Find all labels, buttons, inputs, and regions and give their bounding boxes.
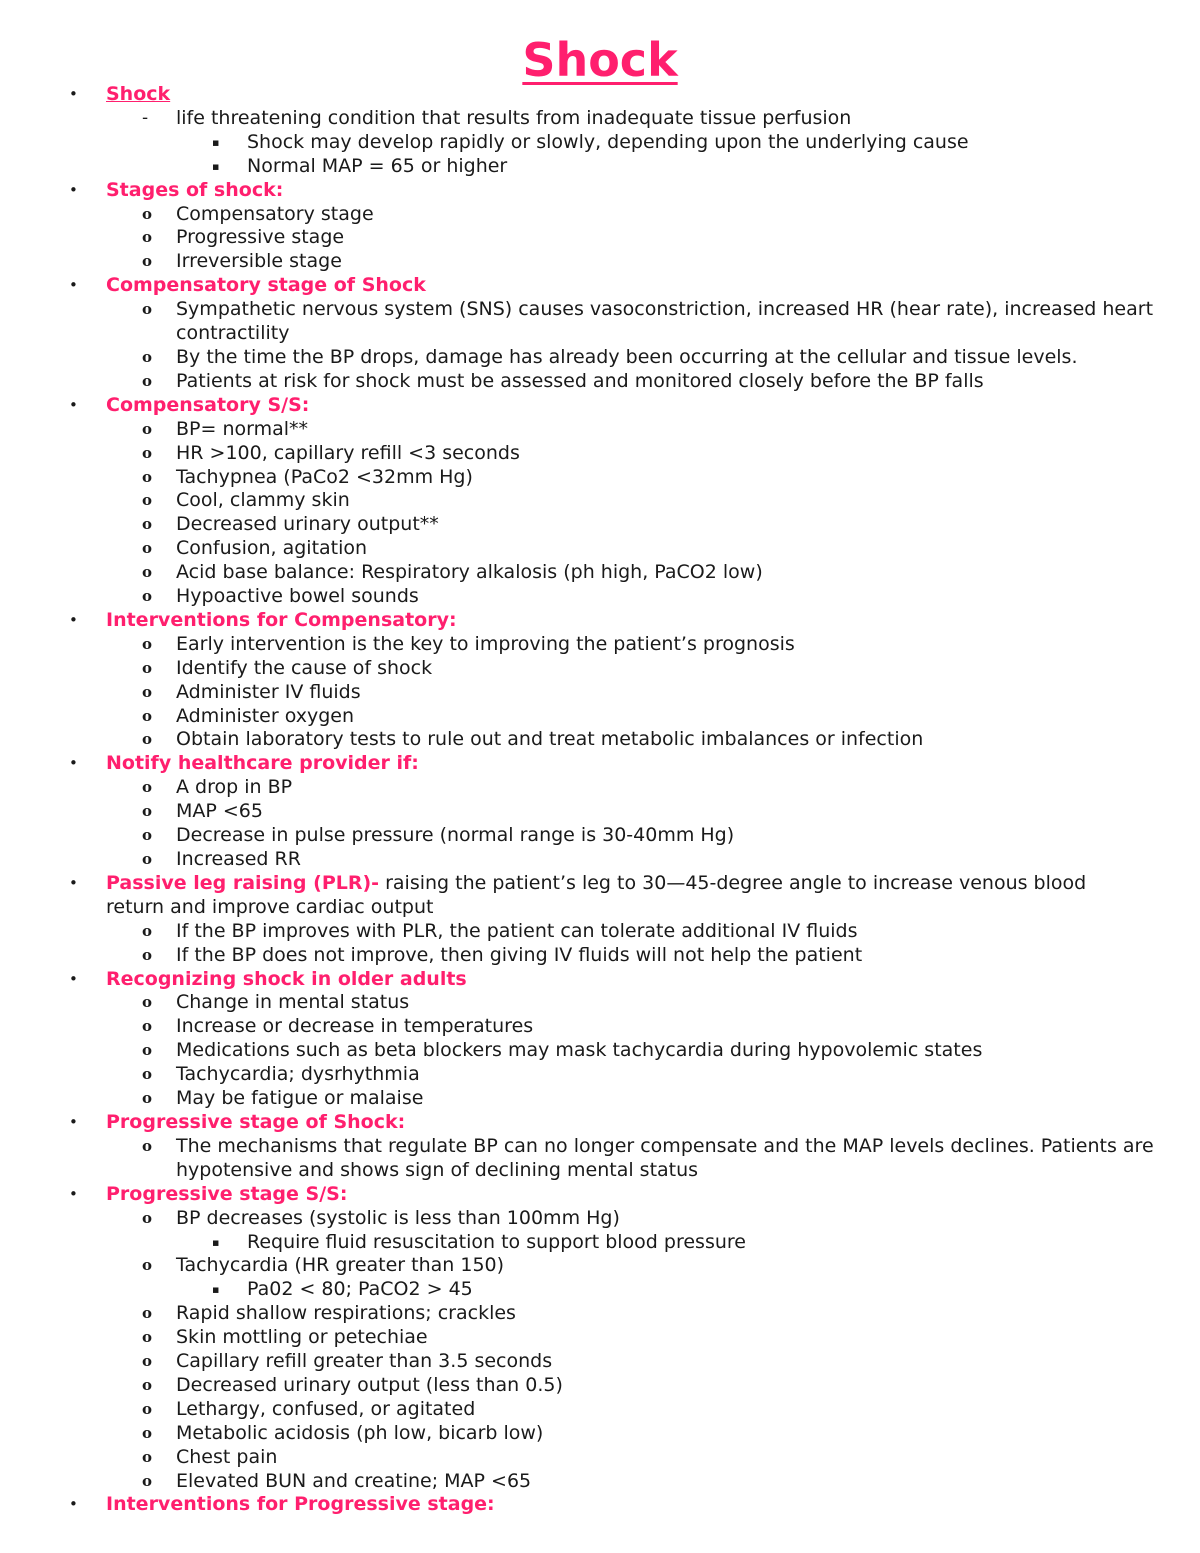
list-item-text: Administer IV fluids bbox=[176, 680, 361, 703]
list-item bbox=[0, 1278, 1200, 1302]
list-item bbox=[0, 776, 1200, 800]
bullet-shock bbox=[0, 83, 1200, 107]
circle-marker: o bbox=[142, 1352, 153, 1371]
list-item bbox=[0, 513, 1200, 537]
list-item-text: The mechanisms that regulate BP can no longer compensate and the MAP levels declines. Patients are hypotensive and shows sign of declining mental status bbox=[176, 1134, 1154, 1181]
list-item-text: BP= normal** bbox=[176, 417, 309, 440]
list-item bbox=[0, 466, 1200, 490]
bullet-interventions-compensatory bbox=[0, 609, 1200, 633]
circle-marker: o bbox=[142, 658, 153, 677]
circle-marker: o bbox=[142, 587, 153, 606]
circle-marker: o bbox=[142, 945, 153, 964]
bullet-marker: • bbox=[69, 754, 78, 773]
circle-marker: o bbox=[142, 1065, 153, 1084]
section-heading: Passive leg raising (PLR)- bbox=[106, 871, 380, 894]
list-item bbox=[0, 824, 1200, 848]
section-heading: Notify healthcare provider if: bbox=[106, 752, 419, 775]
list-item bbox=[0, 1350, 1200, 1374]
section-heading: Shock bbox=[106, 83, 171, 105]
list-item bbox=[0, 1446, 1200, 1470]
list-item bbox=[0, 657, 1200, 681]
bullet-notify-provider bbox=[0, 752, 1200, 776]
list-item-text: Sympathetic nervous system (SNS) causes vasoconstriction, increased HR (hear rate), increased heart contractility bbox=[176, 298, 1154, 345]
section-heading: Progressive stage S/S: bbox=[106, 1182, 348, 1205]
bullet-progressive-ss bbox=[0, 1183, 1200, 1207]
circle-marker: o bbox=[142, 1089, 153, 1108]
bullet-marker: • bbox=[69, 1112, 78, 1131]
list-item-text: Hypoactive bowel sounds bbox=[176, 585, 419, 608]
circle-marker: o bbox=[142, 491, 153, 510]
list-item bbox=[0, 1398, 1200, 1422]
list-item bbox=[0, 848, 1200, 872]
bullet-stages-of-shock bbox=[0, 179, 1200, 203]
page-title: Shock bbox=[522, 33, 678, 87]
section-heading: Progressive stage of Shock: bbox=[106, 1110, 406, 1133]
circle-marker: o bbox=[142, 634, 153, 653]
square-marker: ▪ bbox=[212, 159, 220, 173]
dash-marker: - bbox=[142, 107, 149, 128]
list-item bbox=[0, 728, 1200, 752]
list-item bbox=[0, 1374, 1200, 1398]
list-item bbox=[0, 537, 1200, 561]
list-item-text: Decreased urinary output (less than 0.5) bbox=[176, 1373, 563, 1396]
list-item bbox=[0, 226, 1200, 250]
list-item bbox=[0, 131, 1200, 155]
list-item bbox=[0, 1063, 1200, 1087]
list-item-text: Irreversible stage bbox=[176, 250, 342, 273]
list-item bbox=[0, 1087, 1200, 1111]
square-marker: ▪ bbox=[212, 1283, 220, 1297]
list-item bbox=[0, 920, 1200, 944]
list-item-text: Change in mental status bbox=[176, 991, 410, 1014]
circle-marker: o bbox=[142, 682, 153, 701]
list-item bbox=[0, 705, 1200, 729]
list-item bbox=[0, 250, 1200, 274]
list-item bbox=[0, 489, 1200, 513]
list-item bbox=[0, 1326, 1200, 1350]
list-item-text: Elevated BUN and creatine; MAP <65 bbox=[176, 1469, 532, 1492]
bullet-marker: • bbox=[69, 85, 78, 103]
bullet-older-adults bbox=[0, 968, 1200, 992]
list-item bbox=[0, 800, 1200, 824]
list-item bbox=[0, 346, 1200, 370]
circle-marker: o bbox=[142, 778, 153, 797]
list-item bbox=[0, 442, 1200, 466]
list-item bbox=[0, 370, 1200, 394]
list-item-text: Chest pain bbox=[176, 1445, 278, 1468]
list-item-text: Cool, clammy skin bbox=[176, 489, 350, 512]
circle-marker: o bbox=[142, 1399, 153, 1418]
bullet-compensatory-stage bbox=[0, 274, 1200, 298]
bullet-marker: • bbox=[69, 1184, 78, 1203]
bullet-compensatory-ss bbox=[0, 394, 1200, 418]
list-item bbox=[0, 1015, 1200, 1039]
section-heading: Interventions for Compensatory: bbox=[106, 608, 457, 631]
bullet-marker: • bbox=[69, 610, 78, 629]
bullet-interventions-progressive bbox=[0, 1493, 1200, 1517]
circle-marker: o bbox=[142, 1304, 153, 1323]
list-item-text: Decrease in pulse pressure (normal range is 30-40mm Hg) bbox=[176, 824, 735, 847]
list-item-text: Administer oxygen bbox=[176, 704, 355, 727]
circle-marker: o bbox=[142, 993, 153, 1012]
circle-marker: o bbox=[142, 1041, 153, 1060]
list-item bbox=[0, 155, 1200, 179]
list-item-text: Skin mottling or petechiae bbox=[176, 1326, 428, 1349]
list-item-text: Lethargy, confused, or agitated bbox=[176, 1397, 476, 1420]
circle-marker: o bbox=[142, 419, 153, 438]
circle-marker: o bbox=[142, 1328, 153, 1347]
circle-marker: o bbox=[142, 850, 153, 868]
circle-marker: o bbox=[142, 1471, 153, 1490]
circle-marker: o bbox=[142, 443, 153, 462]
circle-marker: o bbox=[142, 1136, 153, 1155]
list-item-text: Confusion, agitation bbox=[176, 537, 368, 560]
list-item bbox=[0, 298, 1156, 346]
list-item-text: Medications such as beta blockers may mask tachycardia during hypovolemic states bbox=[176, 1039, 983, 1062]
list-item-text: May be fatigue or malaise bbox=[176, 1087, 424, 1110]
list-item bbox=[0, 203, 1200, 227]
circle-marker: o bbox=[142, 252, 153, 271]
bullet-marker: • bbox=[69, 1495, 78, 1514]
list-item-text: HR >100, capillary refill <3 seconds bbox=[176, 441, 520, 464]
list-item-text: Require fluid resuscitation to support blood pressure bbox=[247, 1230, 746, 1253]
list-item-text: Progressive stage bbox=[176, 226, 345, 249]
list-item-text: Metabolic acidosis (ph low, bicarb low) bbox=[176, 1421, 544, 1444]
list-item-text: Early intervention is the key to improving the patient’s prognosis bbox=[176, 632, 795, 655]
list-item bbox=[0, 633, 1200, 657]
list-item bbox=[0, 1231, 1200, 1255]
circle-marker: o bbox=[142, 347, 153, 366]
bullet-marker: • bbox=[69, 969, 78, 988]
circle-marker: o bbox=[142, 539, 153, 558]
list-item-text: Rapid shallow respirations; crackles bbox=[176, 1302, 516, 1325]
list-item-text: life threatening condition that results from inadequate tissue perfusion bbox=[176, 106, 852, 129]
bullet-marker: • bbox=[69, 276, 78, 295]
list-item bbox=[0, 1039, 1200, 1063]
list-item-text: Obtain laboratory tests to rule out and treat metabolic imbalances or infection bbox=[176, 728, 924, 751]
section-heading: Recognizing shock in older adults bbox=[106, 967, 467, 990]
list-item-text: BP decreases (systolic is less than 100mm Hg) bbox=[176, 1206, 620, 1229]
list-item-text: A drop in BP bbox=[176, 776, 293, 799]
notes-content bbox=[0, 83, 1200, 1517]
bullet-passive-leg-raising bbox=[0, 872, 1136, 920]
list-item bbox=[0, 1135, 1156, 1183]
list-item bbox=[0, 561, 1200, 585]
circle-marker: o bbox=[142, 228, 153, 247]
circle-marker: o bbox=[142, 204, 153, 223]
list-item bbox=[0, 944, 1200, 968]
circle-marker: o bbox=[142, 1208, 153, 1227]
circle-marker: o bbox=[142, 826, 153, 845]
list-item-text: Acid base balance: Respiratory alkalosis (ph high, PaCO2 low) bbox=[176, 561, 763, 584]
circle-marker: o bbox=[142, 467, 153, 486]
circle-marker: o bbox=[142, 1256, 153, 1275]
list-item-text: Shock may develop rapidly or slowly, depending upon the underlying cause bbox=[247, 130, 969, 153]
list-item-text: Compensatory stage bbox=[176, 202, 374, 225]
list-item-text: Tachycardia; dysrhythmia bbox=[176, 1063, 420, 1086]
list-item-text: Decreased urinary output** bbox=[176, 513, 439, 536]
list-item-text: Increased RR bbox=[176, 848, 301, 870]
section-heading-description: raising the patient’s leg to 30—45-degree angle to increase venous blood return and improve cardiac output bbox=[106, 871, 1087, 918]
circle-marker: o bbox=[142, 1375, 153, 1394]
circle-marker: o bbox=[142, 921, 153, 940]
list-item-text: Identify the cause of shock bbox=[176, 656, 433, 679]
section-heading: Interventions for Progressive stage: bbox=[106, 1493, 495, 1516]
list-item bbox=[0, 1207, 1200, 1231]
list-item-text: If the BP improves with PLR, the patient can tolerate additional IV fluids bbox=[176, 919, 858, 942]
list-item bbox=[0, 1302, 1200, 1326]
circle-marker: o bbox=[142, 1423, 153, 1442]
circle-marker: o bbox=[142, 706, 153, 725]
circle-marker: o bbox=[142, 1447, 153, 1466]
list-item-text: MAP <65 bbox=[176, 800, 263, 823]
list-item bbox=[0, 1470, 1200, 1494]
section-heading: Compensatory S/S: bbox=[106, 393, 310, 416]
list-item-text: Increase or decrease in temperatures bbox=[176, 1015, 534, 1038]
circle-marker: o bbox=[142, 371, 153, 390]
list-item-text: Tachycardia (HR greater than 150) bbox=[176, 1254, 505, 1277]
list-item-text: Normal MAP = 65 or higher bbox=[247, 154, 508, 177]
circle-marker: o bbox=[142, 730, 153, 749]
bullet-progressive-stage bbox=[0, 1111, 1200, 1135]
list-item-text: Capillary refill greater than 3.5 seconds bbox=[176, 1350, 553, 1373]
list-item-text: If the BP does not improve, then giving IV fluids will not help the patient bbox=[176, 943, 863, 966]
circle-marker: o bbox=[142, 515, 153, 534]
list-item bbox=[0, 1254, 1200, 1278]
bullet-marker: • bbox=[69, 180, 78, 199]
circle-marker: o bbox=[142, 563, 153, 582]
list-item-text: Tachypnea (PaCo2 <32mm Hg) bbox=[176, 465, 473, 488]
circle-marker: o bbox=[142, 1017, 153, 1036]
list-item bbox=[0, 107, 1200, 131]
section-heading: Compensatory stage of Shock bbox=[106, 274, 426, 297]
section-heading: Stages of shock: bbox=[106, 178, 284, 201]
circle-marker: o bbox=[142, 802, 153, 821]
list-item bbox=[0, 585, 1200, 609]
bullet-marker: • bbox=[69, 873, 78, 892]
list-item-text: Pa02 < 80; PaCO2 > 45 bbox=[247, 1278, 473, 1301]
square-marker: ▪ bbox=[212, 135, 220, 149]
list-item-text: By the time the BP drops, damage has already been occurring at the cellular and tissue levels. bbox=[176, 345, 1078, 368]
circle-marker: o bbox=[142, 300, 153, 319]
list-item bbox=[0, 681, 1200, 705]
square-marker: ▪ bbox=[212, 1235, 220, 1249]
bullet-marker: • bbox=[69, 395, 78, 414]
list-item bbox=[0, 991, 1200, 1015]
list-item bbox=[0, 418, 1200, 442]
list-item-text: Patients at risk for shock must be assessed and monitored closely before the BP falls bbox=[176, 369, 984, 392]
list-item bbox=[0, 1422, 1200, 1446]
